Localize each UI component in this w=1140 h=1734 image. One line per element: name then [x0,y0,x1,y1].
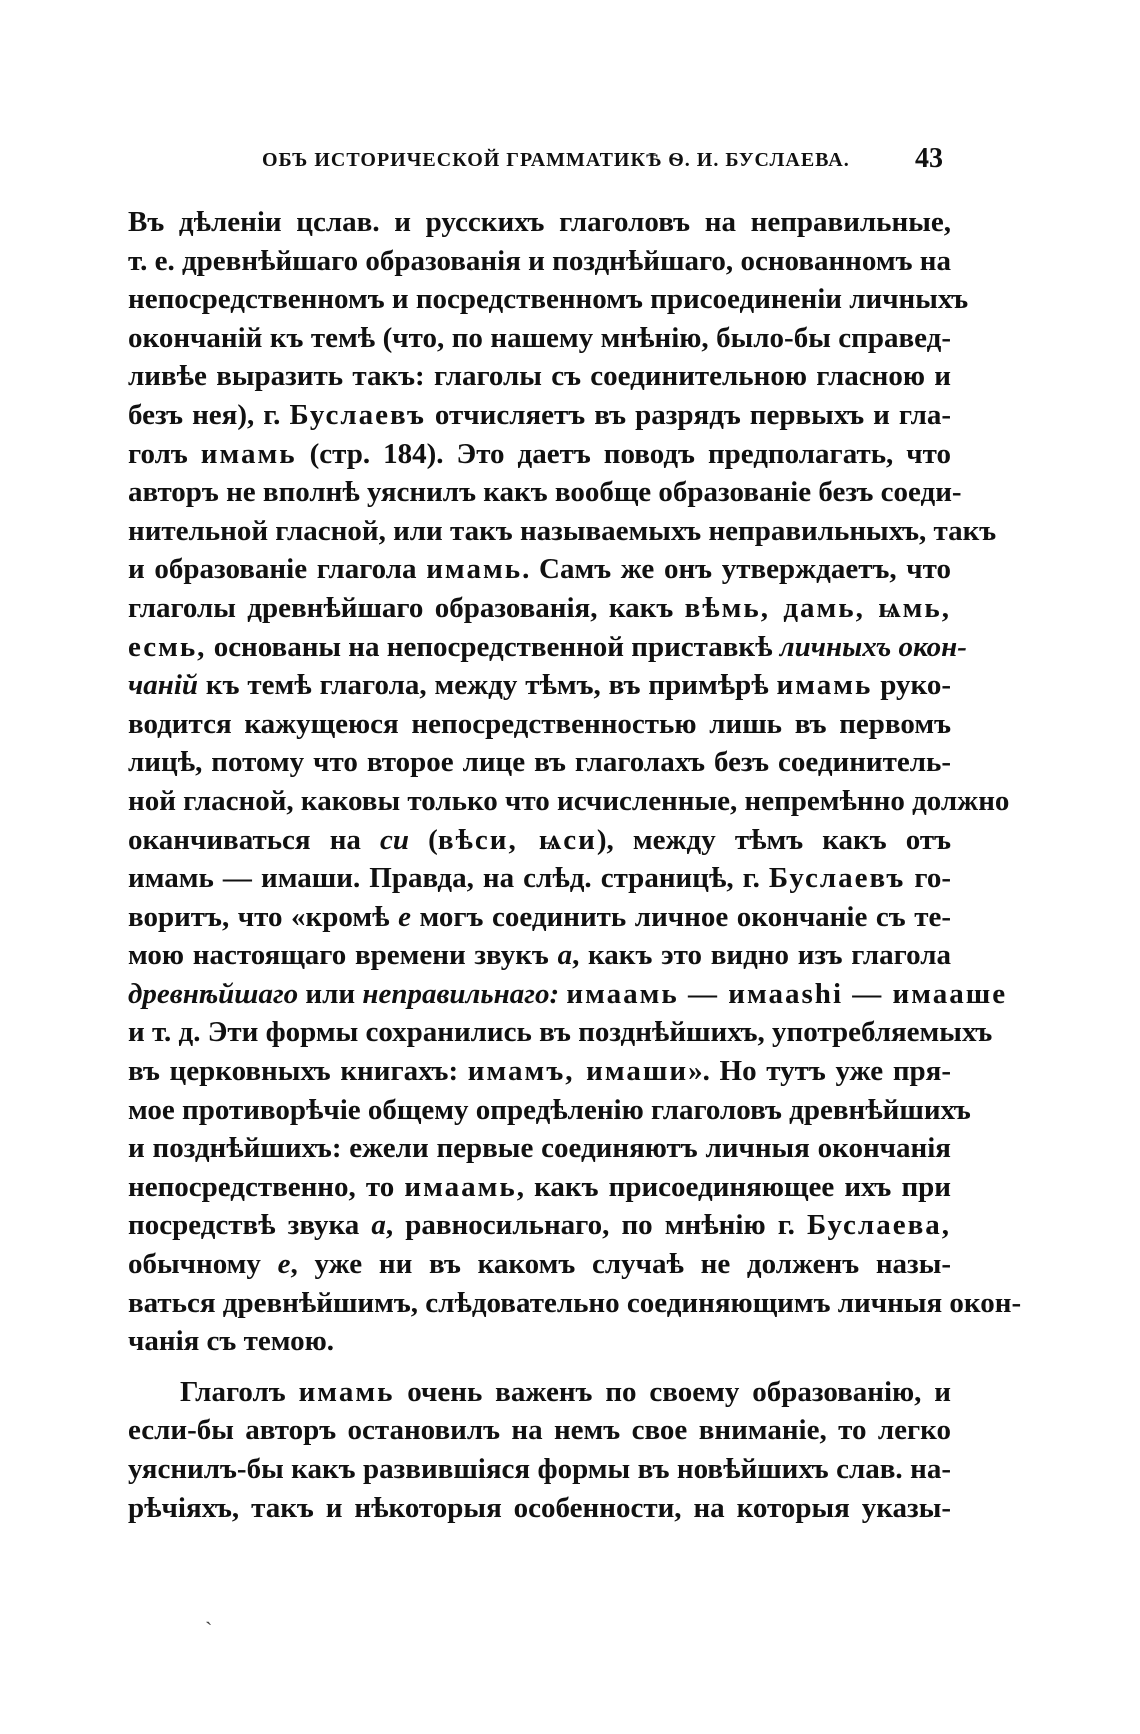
text-line: мое противорѣчіе общему опредѣленію глаголовъ древнѣйшихъ [128,1093,971,1126]
text-line [128,1052,951,1091]
text-line: непосредственномъ и посредственномъ присоединеніи личныхъ [128,283,969,316]
text-line: рѣчіяхъ, такъ и нѣкоторыя особенности, на которыя указы- [128,1491,951,1524]
text-line [128,666,951,705]
text-line [128,1168,951,1207]
text-line [128,589,951,628]
text-fragment: . Самъ же онъ утверждаетъ, что [522,553,952,586]
italic-phrase: а [371,1209,386,1242]
text-fragment: непосредственно, то [128,1170,395,1203]
paragraph-1 [128,203,1022,1361]
text-line: водится кажущеюся непосредственностью лишь въ первомъ [128,707,951,740]
text-line [128,1245,951,1284]
spaced-word: имаамь [404,1170,517,1203]
spaced-word: имамь [298,1375,395,1408]
text-fragment: воритъ, что «кромѣ [128,900,390,933]
text-fragment: , равносильнаго, по мнѣнію г. [385,1209,795,1242]
text-line [128,435,951,474]
spaced-word: имамъ, имаши [467,1055,689,1088]
text-line: нительной гласной, или такъ называемыхъ неправильныхъ, такъ [128,514,997,547]
italic-phrase: е [277,1248,291,1281]
text-line [128,859,951,898]
text-fragment: безъ нея), г. [128,398,281,431]
text-line: чанія съ темою. [128,1325,334,1358]
text-line: и позднѣйшихъ: ежели первые соединяютъ личныя окончанія [128,1132,951,1165]
running-title: ОБЪ ИСТОРИЧЕСКОЙ ГРАММАТИКѢ Ѳ. И. БУСЛАЕВА. [262,149,850,171]
text-line: Въ дѣленіи цслав. и русскихъ глаголовъ на неправильные, [128,206,951,238]
text-fragment: , какъ присоединяющее ихъ при [516,1170,952,1203]
text-line [128,396,951,435]
text-fragment: въ церковныхъ книгахъ: [128,1055,459,1088]
text-line: ливѣе выразить такъ: глаголы съ соединительною гласною и [128,360,951,393]
spaced-word: имаамь — имаashi — имааше [566,977,1008,1010]
text-line [128,1373,951,1412]
stray-ink-mark: ˏ [205,1600,213,1625]
text-fragment: ». Но тутъ уже пря- [688,1055,952,1088]
text-line [128,550,951,589]
italic-phrase: неправильнаго: [362,977,560,1010]
spaced-word: имамь [776,669,873,702]
text-fragment: , какъ это видно изъ глагола [572,939,952,972]
text-line [128,628,967,667]
text-line [128,1206,951,1245]
text-fragment: отчисляетъ въ разрядъ первыхъ и гла- [434,398,952,431]
spaced-word: есмь, [128,630,207,663]
text-fragment: Глаголъ [180,1375,286,1408]
text-line: ной гласной, каковы только что исчисленные, непремѣнно должно [128,784,1010,817]
italic-phrase: е [398,900,411,933]
text-line [128,821,951,860]
italic-phrase: а [557,939,573,972]
spaced-name: Буслаевъ [289,398,426,431]
text-fragment: , уже ни въ какомъ случаѣ не долженъ назы- [290,1248,952,1281]
text-fragment: очень важенъ по своему образованію, и [407,1375,951,1408]
paragraph-2 [128,1373,951,1527]
body-text [128,203,1022,1527]
italic-phrase: си [380,823,410,856]
text-fragment: основаны на непосредственной приставкѣ [213,630,773,663]
text-fragment: или [305,977,356,1010]
text-line: т. е. древнѣйшаго образованія и позднѣйшаго, основанномъ на [128,244,951,277]
text-line [128,975,1008,1014]
page-number: 43 [915,143,943,174]
text-line: и т. д. Эти формы сохранились въ позднѣйшихъ, употребляемыхъ [128,1016,993,1049]
spaced-word: имамь [426,553,523,586]
text-fragment: могъ соединить личное окончаніе съ те- [419,900,951,933]
text-fragment: го- [914,862,952,895]
text-line: если-бы авторъ остановилъ на немъ свое вниманіе, то легко [128,1414,951,1447]
text-fragment: посредствѣ звука [128,1209,360,1242]
text-fragment: голъ [128,437,188,470]
text-fragment: глаголы древнѣйшаго образованія, какъ [128,591,674,624]
paragraph-gap [128,1361,951,1373]
text-line: ваться древнѣйшимъ, слѣдовательно соединяющимъ личныя окон- [128,1286,1022,1319]
spaced-word: вѣси, ѩси [437,823,597,856]
text-line: лицѣ, потому что второе лице въ глаголахъ безъ соединитель- [128,746,951,779]
text-line [128,898,951,937]
italic-phrase: чаній [128,669,199,702]
spaced-word: имамь [200,437,297,470]
text-fragment: оканчиваться на [128,823,361,856]
text-fragment: имамь — имаши. Правда, на слѣд. страницѣ, г. [128,862,760,895]
text-line: уяснилъ-бы какъ развившіяся формы въ новѣйшихъ слав. на- [128,1453,951,1485]
text-fragment: руко- [880,669,952,702]
text-fragment: и образованіе глагола [128,553,417,586]
text-fragment: ( [428,823,438,856]
italic-phrase: древнѣйшаго [128,977,299,1010]
text-line: авторъ не вполнѣ уяснилъ какъ вообще образованіе безъ соеди- [128,476,962,509]
text-fragment: мою настоящаго времени звукъ [128,939,549,972]
text-fragment: къ темѣ глагола, между тѣмъ, въ примѣрѣ [205,669,769,702]
text-fragment: ), между тѣмъ какъ отъ [596,823,952,856]
italic-phrase: личныхъ окон- [779,630,967,663]
text-line: окончаній къ темѣ (что, по нашему мнѣнію, было-бы справед- [128,321,951,354]
text-fragment: (стр. 184). Это даетъ поводъ предполагать, что [309,437,951,470]
spaced-name: Буслаевъ [768,862,906,895]
text-line [128,936,951,975]
spaced-word: вѣмь, дамь, ѩмь, [684,591,952,624]
text-fragment: обычному [128,1248,261,1281]
spaced-name: Буслаева, [807,1209,951,1242]
